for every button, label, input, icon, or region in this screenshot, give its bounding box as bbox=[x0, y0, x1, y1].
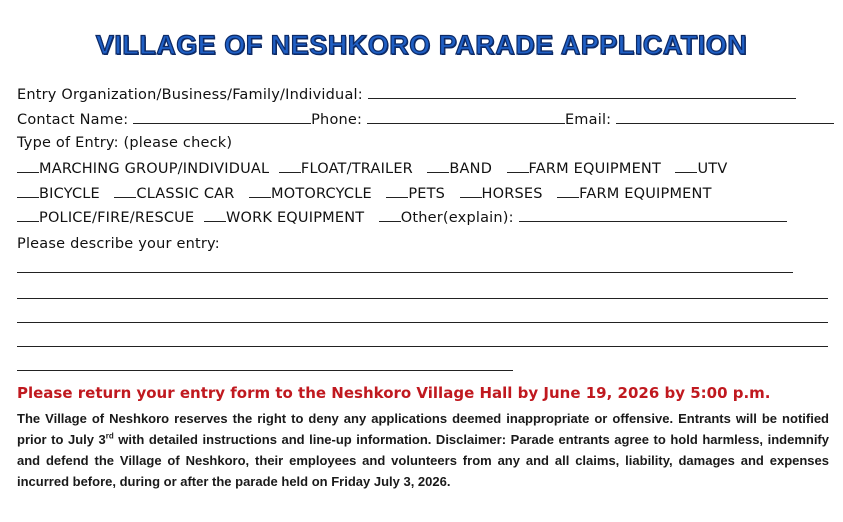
describe-line-3[interactable] bbox=[17, 322, 828, 323]
contact-row bbox=[17, 110, 834, 129]
phone-field[interactable] bbox=[367, 110, 565, 124]
contact-name-label: Contact Name: bbox=[17, 112, 129, 128]
describe-line-4[interactable] bbox=[17, 346, 828, 347]
return-notice: Please return your entry form to the Neshkoro Village Hall by June 19, 2026 by 5:00 p.m. bbox=[17, 384, 771, 402]
checkbox-blank[interactable] bbox=[386, 184, 408, 198]
disclaimer-paragraph bbox=[17, 408, 829, 492]
other-explain-field[interactable] bbox=[519, 208, 787, 222]
checkbox-blank[interactable] bbox=[379, 208, 401, 222]
option-other: Other(explain): bbox=[400, 210, 514, 226]
checkbox-blank[interactable] bbox=[114, 184, 136, 198]
disclaimer-text-2: with detailed instructions and line-up information. Disclaimer: Parade entrants agree to hold harmless, indemnify and defend the Village of Neshkoro, their employees and volunteers from any and all claims, liability, damages and expenses incurred before, during or after the parade held on Friday July 3, 2026. bbox=[17, 432, 829, 489]
entry-options-row-3 bbox=[17, 208, 787, 227]
option-farm-equipment-2: FARM EQUIPMENT bbox=[579, 186, 712, 202]
disclaimer-text-1: The Village of Neshkoro reserves the right to deny any applications deemed inappropriate or offensive. Entrants will be notified prior to July 3 bbox=[17, 411, 829, 447]
option-float-trailer: FLOAT/TRAILER bbox=[300, 161, 413, 177]
option-motorcycle: MOTORCYCLE bbox=[271, 186, 372, 202]
option-pets: PETS bbox=[408, 186, 446, 202]
page-title: VILLAGE OF NESHKORO PARADE APPLICATION bbox=[95, 30, 748, 60]
entry-org-label: Entry Organization/Business/Family/Individual: bbox=[17, 87, 363, 103]
checkbox-blank[interactable] bbox=[249, 184, 271, 198]
option-horses: HORSES bbox=[481, 186, 543, 202]
describe-line-5[interactable] bbox=[17, 370, 513, 371]
type-of-entry-label: Type of Entry: (please check) bbox=[17, 135, 233, 151]
checkbox-blank[interactable] bbox=[427, 159, 449, 173]
option-utv: UTV bbox=[697, 161, 728, 177]
contact-name-field[interactable] bbox=[133, 110, 311, 124]
email-label: Email: bbox=[564, 112, 612, 128]
checkbox-blank[interactable] bbox=[675, 159, 697, 173]
disclaimer-superscript: rd bbox=[105, 431, 114, 441]
checkbox-blank[interactable] bbox=[279, 159, 301, 173]
option-bicycle: BICYCLE bbox=[39, 186, 100, 202]
checkbox-blank[interactable] bbox=[17, 159, 39, 173]
describe-line-1[interactable] bbox=[17, 272, 793, 273]
describe-entry-label: Please describe your entry: bbox=[17, 236, 220, 252]
describe-line-2[interactable] bbox=[17, 298, 828, 299]
option-classic-car: CLASSIC CAR bbox=[136, 186, 235, 202]
entry-options-row-2 bbox=[17, 184, 712, 203]
checkbox-blank[interactable] bbox=[507, 159, 529, 173]
option-band: BAND bbox=[449, 161, 493, 177]
checkbox-blank[interactable] bbox=[204, 208, 226, 222]
option-farm-equipment: FARM EQUIPMENT bbox=[528, 161, 662, 177]
checkbox-blank[interactable] bbox=[17, 208, 39, 222]
option-work-equipment: WORK EQUIPMENT bbox=[226, 210, 365, 226]
checkbox-blank[interactable] bbox=[557, 184, 579, 198]
entry-org-field[interactable] bbox=[368, 85, 796, 99]
entry-org-row bbox=[17, 85, 796, 104]
option-marching-group: MARCHING GROUP/INDIVIDUAL bbox=[39, 161, 270, 177]
entry-options-row-1 bbox=[17, 159, 727, 178]
checkbox-blank[interactable] bbox=[17, 184, 39, 198]
checkbox-blank[interactable] bbox=[460, 184, 482, 198]
email-field[interactable] bbox=[616, 110, 834, 124]
option-police-fire-rescue: POLICE/FIRE/RESCUE bbox=[39, 210, 195, 226]
phone-label: Phone: bbox=[311, 112, 363, 128]
